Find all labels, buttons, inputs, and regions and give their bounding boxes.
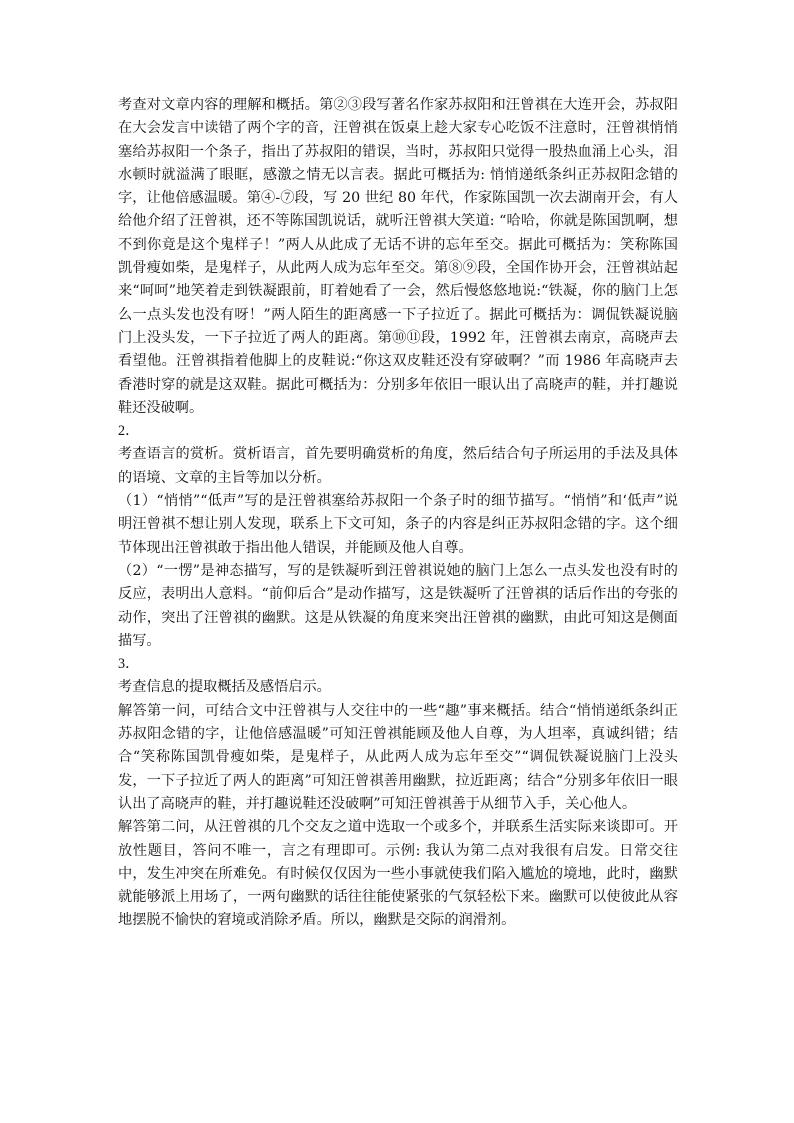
analysis-paragraph-1: 考查对文章内容的理解和概括。第②③段写著名作家苏叔阳和汪曾祺在大连开会，苏叔阳在大会发言中读错了两个字的音，汪曾祺在饭桌上趁大家专心吃饭不注意时，汪曾祺悄悄塞给苏叔阳一个条子，指出了苏叔阳的错误，当时，苏叔阳只觉得一股热血涌上心头，泪水顿时就溢满了眼眶，感激之情无以言表。据此可概括为: 悄悄递纸条纠正苏叔阳念错的字，让他倍感温暖。第④-⑦段，写 20 世纪 80 年代，作家陈国凯一次去湖南开会，有人给他介绍了汪曾祺，还不等陈国凯说话，就听汪曾祺大笑道: “哈哈，你就是陈国凯啊，想不到你竟是这个鬼样子！”两人从此成了无话不讲的忘年至交。据此可概括为：笑称陈国凯骨瘦如柴，是鬼样子，从此两人成为忘年至交。第⑧⑨段，全国作协开会，汪曾祺站起来“呵呵”地笑着走到铁凝跟前，盯着她看了一会，然后慢悠悠地说:“铁凝，你的脑门上怎么一点头发也没有呀！”两人陌生的距离感一下子拉近了。据此可概括为：调侃铁凝说脑门上没头发，一下子拉近了两人的距离。第⑩⑪段，1992 年，汪曾祺去南京，高晓声去看望他。汪曾祺指着他脚上的皮鞋说:“你这双皮鞋还没有穿破啊？”而 1986 年高晓声去香港时穿的就是这双鞋。据此可概括为：分别多年依旧一眼认出了高晓声的鞋，并打趣说鞋还没破啊。: [118, 97, 678, 416]
question-number-2: 2．: [118, 423, 140, 440]
analysis-paragraph-2-point-1: （1）“悄悄”“低声”写的是汪曾祺塞给苏叔阳一个条子时的细节描写。“悄悄”和‘低声”说明汪曾祺不想让别人发现，联系上下文可知，条子的内容是纠正苏叔阳念错的字。这个细节体现出汪曾祺敢于指出他人错误，并能顾及他人自尊。: [118, 493, 678, 556]
analysis-paragraph-2-point-2: （2）“一愣”是神态描写，写的是铁凝听到汪曾祺说她的脑门上怎么一点头发也没有时的反应，表明出人意料。“前仰后合”是动作描写，这是铁凝听了汪曾祺的话后作出的夸张的动作，突出了汪曾祺的幽默。这是从铁凝的角度来突出汪曾祺的幽默，由此可知这是侧面描写。: [118, 562, 678, 649]
analysis-paragraph-2: 考查语言的赏析。赏析语言，首先要明确赏析的角度，然后结合句子所运用的手法及具体的语境、文章的主旨等加以分析。: [118, 446, 678, 486]
analysis-paragraph-3-second-question: 解答第二问，从汪曾祺的几个交友之道中选取一个或多个，并联系生活实际来谈即可。开放性题目，答问不唯一，言之有理即可。示例: 我认为第二点对我很有启发。日常交往中，发生冲突在所难免。有时候仅仅因为一些小事就使我们陷入尴尬的境地，此时，幽默就能够派上用场了，一两句幽默的话往往能使紧张的气氛轻松下来。幽默可以使彼此从容地摆脱不愉快的窘境或消除矛盾。所以，幽默是交际的润滑剂。: [118, 819, 678, 929]
answer-analysis-document: [118, 94, 678, 933]
question-number-3: 3．: [118, 656, 140, 673]
analysis-paragraph-3-intro: 考查信息的提取概括及感悟启示。: [118, 679, 331, 696]
analysis-paragraph-3-first-question: 解答第一问，可结合文中汪曾祺与人交往中的一些“趣”事来概括。结合“悄悄递纸条纠正苏叔阳念错的字，让他倍感温暖”可知汪曾祺能顾及他人自尊，为人坦率，真诚纠错；结合“笑称陈国凯骨瘦如柴，是鬼样子，从此两人成为忘年至交”“调侃铁凝说脑门上没头发，一下子拉近了两人的距离”可知汪曾祺善用幽默，拉近距离；结合“分别多年依旧一眼认出了高晓声的鞋，并打趣说鞋还没破啊”可知汪曾祺善于从细节入手，关心他人。: [118, 702, 678, 812]
